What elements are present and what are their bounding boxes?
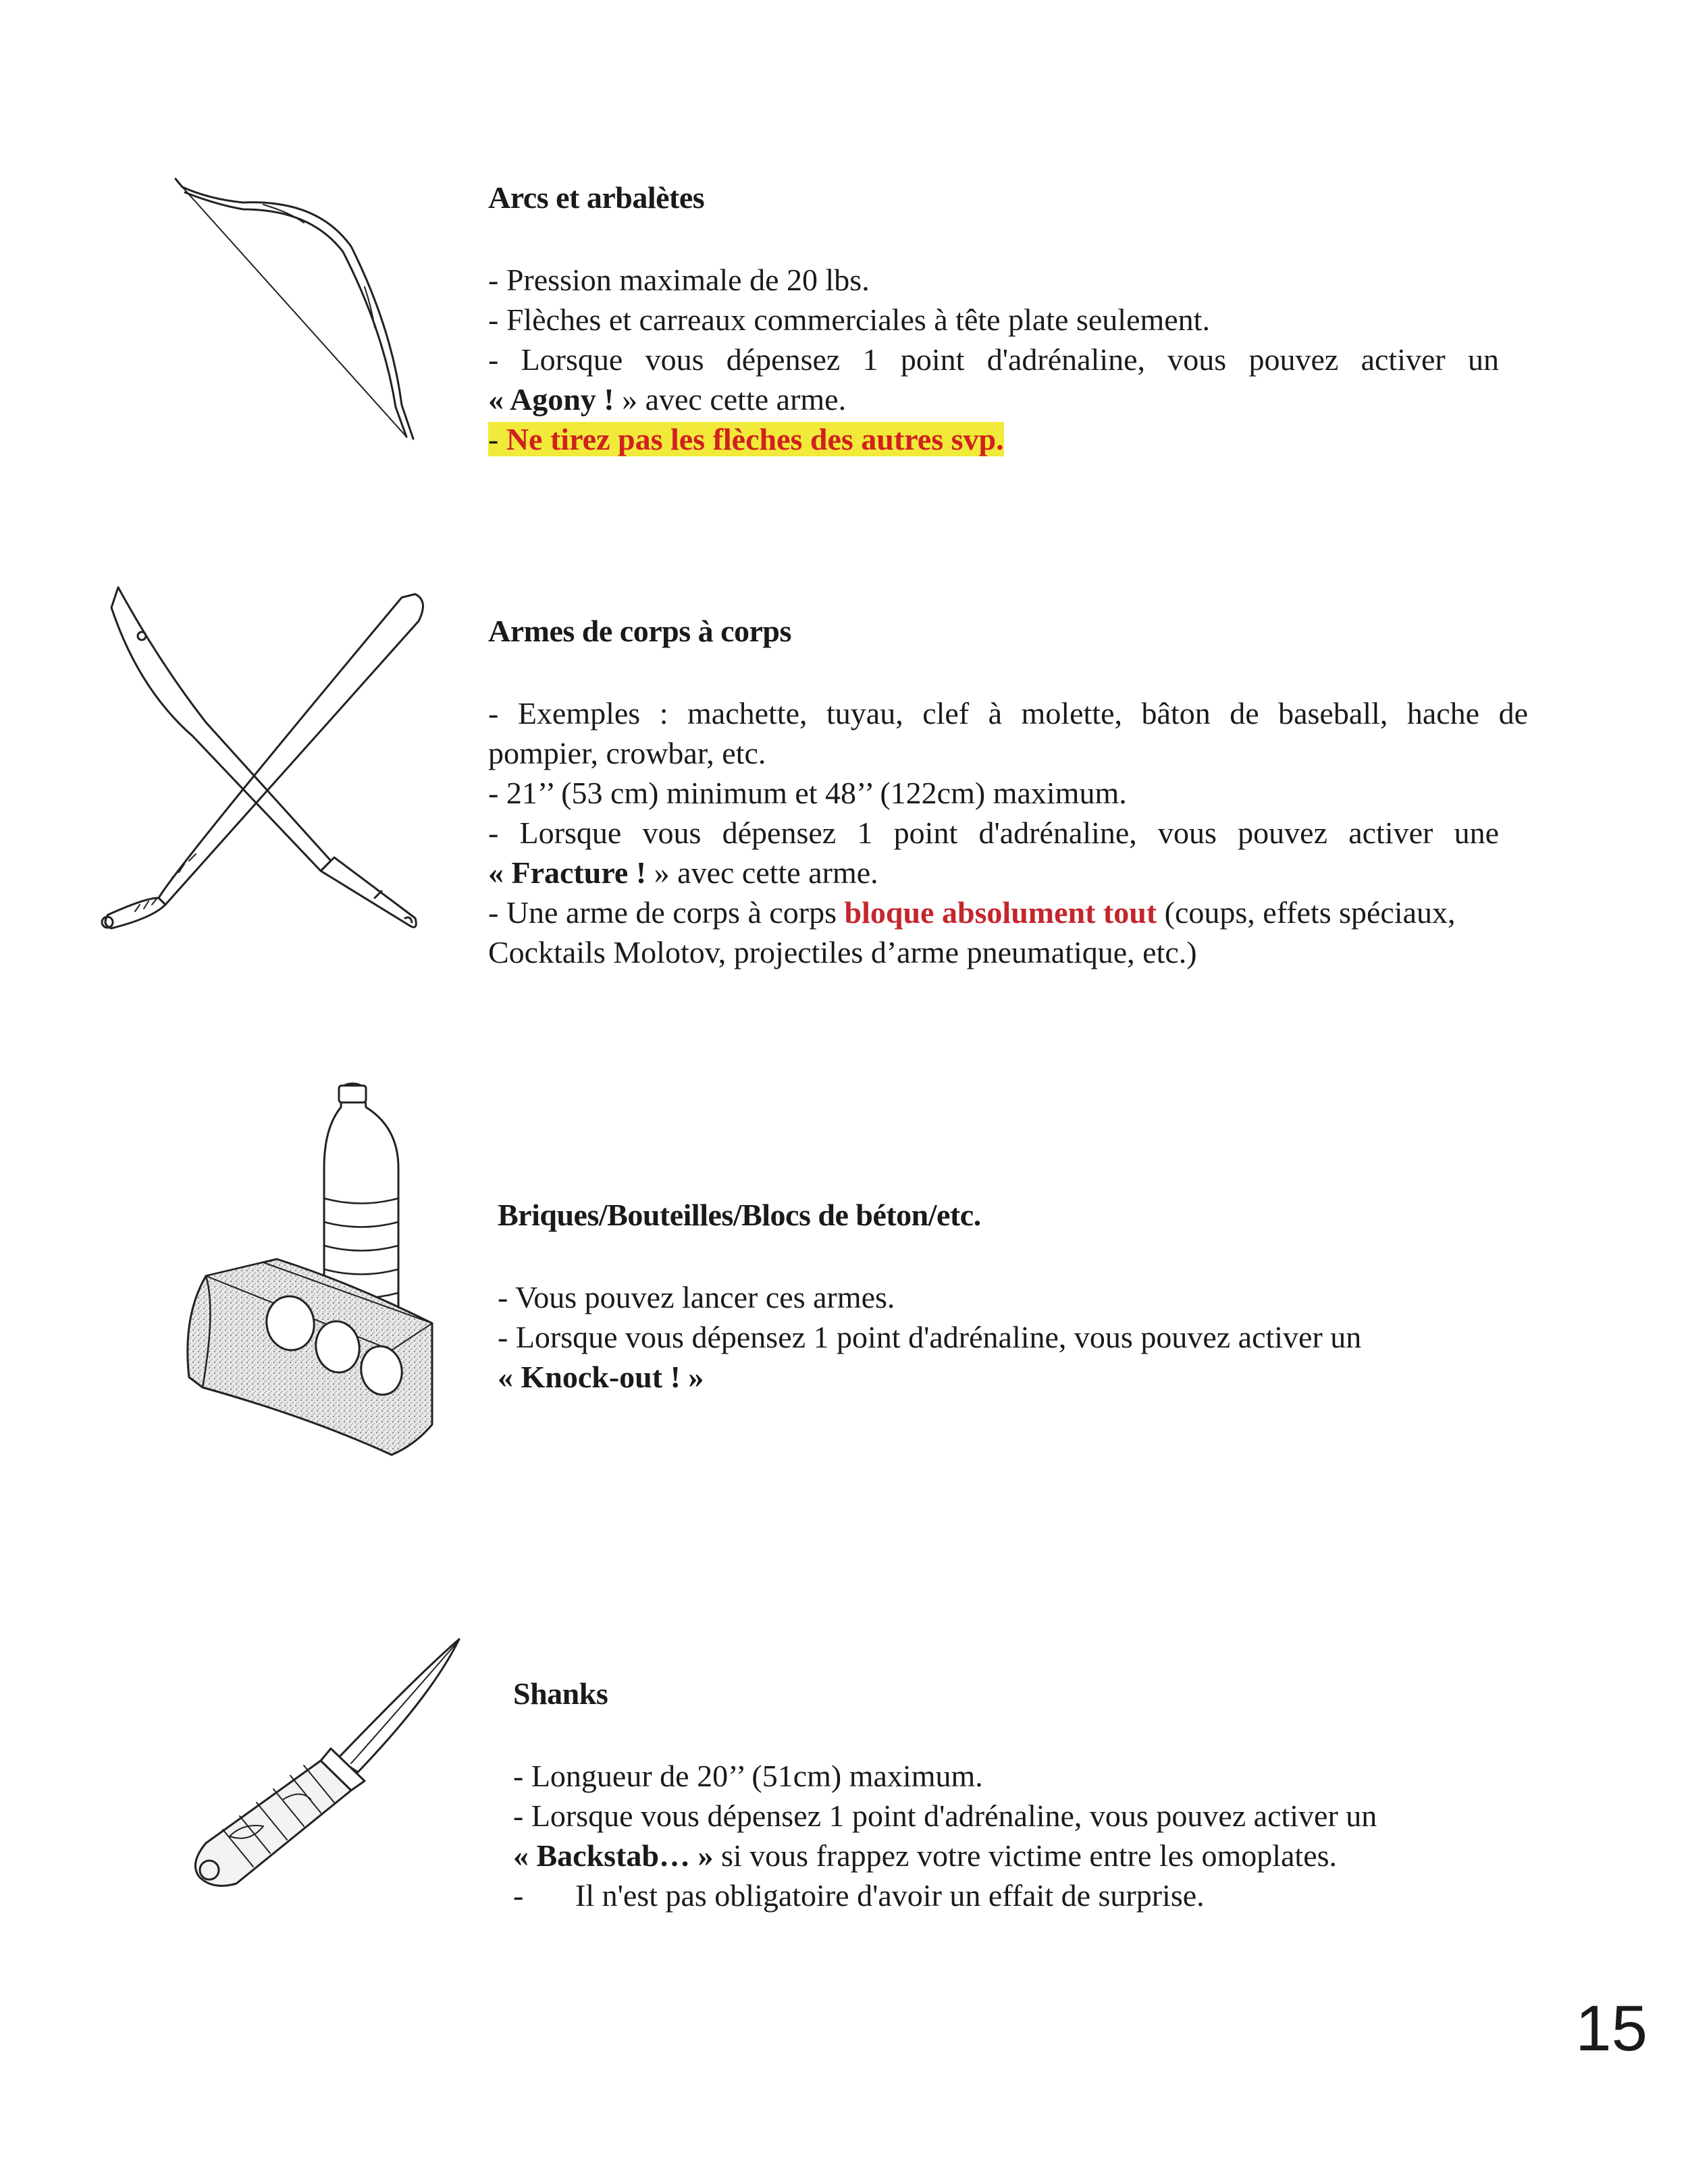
section-title: Shanks xyxy=(513,1676,608,1711)
rule-line: - Exemples : machette, tuyau, clef à molette, bâton de baseball, hache de xyxy=(488,696,1528,730)
section-melee xyxy=(488,613,1528,972)
warning-text: Ne tirez pas les flèches des autres svp. xyxy=(506,422,1004,456)
brick-bottle-illustration xyxy=(176,1080,452,1458)
rule-line: - Lorsque vous dépensez 1 point d'adrénaline, vous pouvez activer un xyxy=(488,342,1499,377)
rule-line: - Une arme de corps à corps bloque absolument tout (coups, effets spéciaux, xyxy=(488,895,1456,930)
ability-name: « Knock-out ! » xyxy=(498,1360,704,1394)
rule-line: - Il n'est pas obligatoire d'avoir un effait de surprise. xyxy=(513,1878,1205,1913)
emphasis-text: bloque absolument tout xyxy=(844,895,1157,930)
rule-line: - Lorsque vous dépensez 1 point d'adrénaline, vous pouvez activer un xyxy=(498,1320,1362,1354)
rule-line: « Backstab… » si vous frappez votre victime entre les omoplates. xyxy=(513,1838,1338,1873)
rule-line: - Lorsque vous dépensez 1 point d'adrénaline, vous pouvez activer une xyxy=(488,816,1499,850)
section-throwables xyxy=(498,1197,1508,1397)
rule-line: « Fracture ! » avec cette arme. xyxy=(488,855,878,890)
warning-line: - Ne tirez pas les flèches des autres svp. xyxy=(488,422,1004,456)
section-title: Armes de corps à corps xyxy=(488,614,791,648)
rule-line: - Lorsque vous dépensez 1 point d'adrénaline, vous pouvez activer un xyxy=(513,1799,1377,1833)
section-title: Briques/Bouteilles/Blocs de béton/etc. xyxy=(498,1198,981,1232)
rule-line: - Pression maximale de 20 lbs. xyxy=(488,263,870,297)
rule-line: - Vous pouvez lancer ces armes. xyxy=(498,1280,895,1314)
ability-name: « Backstab… » xyxy=(513,1838,714,1873)
rule-line: - Longueur de 20’’ (51cm) maximum. xyxy=(513,1759,983,1793)
rule-line: - 21’’ (53 cm) minimum et 48’’ (122cm) maximum. xyxy=(488,776,1127,810)
bow-illustration xyxy=(169,172,439,456)
section-shanks xyxy=(513,1676,1524,1915)
shank-illustration xyxy=(149,1634,473,1890)
rule-line: pompier, crowbar, etc. xyxy=(488,736,766,770)
rule-line: « Agony ! » avec cette arme. xyxy=(488,382,847,417)
machete-bat-illustration xyxy=(98,581,442,938)
section-title: Arcs et arbalètes xyxy=(488,180,705,215)
rule-line: - Flèches et carreaux commerciales à tête plate seulement. xyxy=(488,302,1210,337)
ability-name: Fracture ! xyxy=(511,855,647,890)
page-number: 15 xyxy=(1575,1992,1647,2065)
note-text: Il n'est pas obligatoire d'avoir un effait de surprise. xyxy=(575,1878,1205,1913)
rule-line: Cocktails Molotov, projectiles d’arme pneumatique, etc.) xyxy=(488,935,1197,969)
ability-name: Agony ! xyxy=(509,382,614,417)
section-bows xyxy=(488,180,1499,459)
